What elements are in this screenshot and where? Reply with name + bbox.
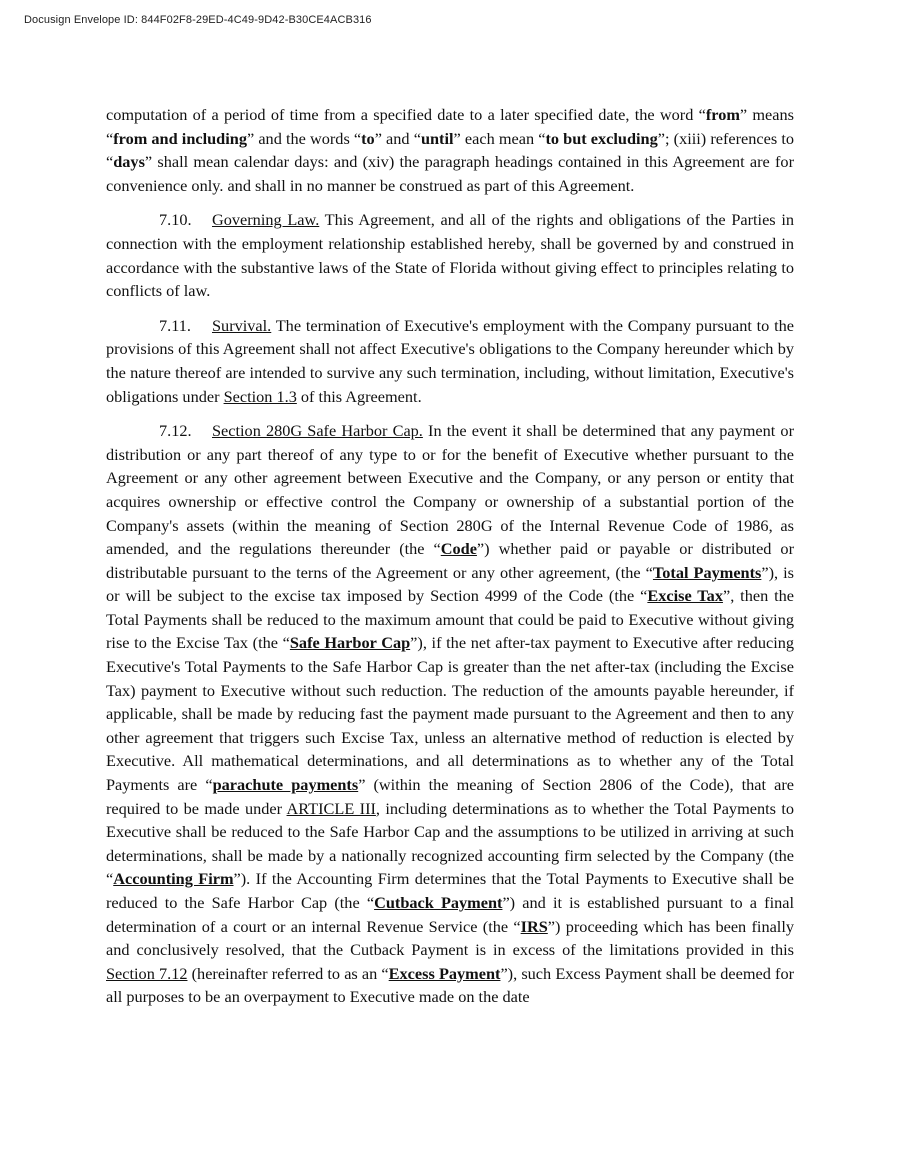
cross-reference-article-iii: ARTICLE III bbox=[286, 798, 376, 818]
defined-term-total-payments: Total Payments bbox=[652, 562, 762, 582]
section-number: 7.12. bbox=[159, 421, 192, 441]
defined-term: days bbox=[113, 152, 145, 172]
intro-text: ” shall mean calendar days: and (xiv) the paragraph headings contained in this Agreement are for convenience only. and shall in no manner be construed as part of this Agreement. bbox=[106, 152, 794, 195]
defined-term-parachute-payments: parachute payments bbox=[212, 775, 359, 795]
defined-term: until bbox=[420, 128, 454, 148]
section-text: ”) proceeding which has been finally and conclusively resolved, that the Cutback Payment is in excess of the limitations provided in this bbox=[106, 916, 794, 960]
section-text: This Agreement, and all of the rights and obligations of the Parties in connection with the employment relationship established hereby, shall be governed by and construed in accordance with the substantive laws of the State of Florida without giving effect to principles relating to conflicts of law. bbox=[106, 210, 794, 301]
section-text: ”) whether paid or payable or distributed or distributable pursuant to the terns of the Agreement or any other agreement, (the “ bbox=[106, 539, 794, 582]
section-text: ”), such Excess Payment shall be deemed for all purposes to be an overpayment to Executive made on the date bbox=[106, 963, 795, 1007]
section-text: of this Agreement. bbox=[296, 386, 422, 406]
envelope-id: Docusign Envelope ID: 844F02F8-29ED-4C49-9D42-B30CE4ACB316 bbox=[24, 14, 372, 26]
section-number: 7.10. bbox=[159, 210, 192, 230]
defined-term: to bbox=[361, 128, 375, 148]
section-text: The termination of Executive's employment with the Company pursuant to the provisions of this Agreement shall not affect Executive's obligations to the Company hereunder which by the nature thereof are intended to survive any such termination, including, without limitation, Executive's obligations under bbox=[106, 315, 794, 406]
intro-text: ” means “ bbox=[106, 105, 794, 148]
section-text: , including determinations as to whether the Total Payments to Executive shall be reduced to the Safe Harbor Cap and the assumptions to be utilized in arriving at such determinations, shall be made by a nationally recognized accounting firm selected by the Company (the “ bbox=[106, 798, 794, 889]
intro-text: ”; (xiii) references to “ bbox=[106, 128, 794, 172]
cross-reference-section-7-12: Section 7.12 bbox=[106, 963, 188, 983]
cross-reference: Section 1.3 bbox=[223, 386, 297, 406]
intro-text: computation of a period of time from a specified date to a later specified date, the word “ bbox=[106, 105, 706, 124]
defined-term: from bbox=[705, 105, 740, 124]
section-text: ”), is or will be subject to the excise tax imposed by Section 4999 of the Code (the “ bbox=[106, 562, 794, 606]
section-text: (hereinafter referred to as an “ bbox=[187, 963, 389, 983]
intro-text: ” each mean “ bbox=[453, 128, 546, 148]
document-body bbox=[106, 103, 794, 1020]
section-text: ” (within the meaning of Section 2806 of the Code), that are required to be made under bbox=[106, 775, 794, 818]
intro-paragraph bbox=[106, 103, 794, 197]
intro-text: ” and the words “ bbox=[246, 128, 362, 148]
intro-text: ” and “ bbox=[374, 128, 421, 148]
defined-term-irs: IRS bbox=[520, 916, 548, 936]
defined-term: to but excluding bbox=[545, 128, 658, 148]
section-7-10 bbox=[106, 208, 794, 302]
defined-term-safe-harbor-cap: Safe Harbor Cap bbox=[289, 633, 411, 653]
section-text: ”). If the Accounting Firm determines that the Total Payments to Executive shall be reduced to the Safe Harbor Cap (the “ bbox=[106, 869, 794, 912]
section-heading: Survival. bbox=[212, 315, 272, 335]
section-heading: Section 280G Safe Harbor Cap. bbox=[212, 421, 423, 441]
defined-term-accounting-firm: Accounting Firm bbox=[113, 869, 234, 889]
section-7-11 bbox=[106, 314, 794, 408]
section-number: 7.11. bbox=[159, 315, 191, 335]
section-text: ”, then the Total Payments shall be reduced to the maximum amount that could be paid to Executive without giving rise to the Excise Tax (the “ bbox=[106, 586, 795, 653]
section-text: In the event it shall be determined that any payment or distribution or any part thereof of any type to or for the benefit of Executive whether pursuant to the Agreement or any other agreement between Executive and the Company, or any person or entity that acquires ownership or effective control the Company or ownership of a substantial portion of the Company's assets (within the meaning of Section 280G of the Internal Revenue Code of 1986, as amended, and the regulations thereunder (the “ bbox=[106, 421, 794, 559]
section-heading: Governing Law. bbox=[212, 210, 320, 230]
defined-term: from and including bbox=[113, 128, 247, 148]
defined-term-excise-tax: Excise Tax bbox=[647, 586, 723, 606]
defined-term-cutback-payment: Cutback Payment bbox=[374, 893, 503, 912]
section-text: ”) and it is established pursuant to a final determination of a court or an internal Revenue Service (the “ bbox=[106, 893, 795, 936]
defined-term-code: Code bbox=[440, 539, 477, 559]
defined-term-excess-payment: Excess Payment bbox=[388, 963, 501, 983]
section-text: ”), if the net after-tax payment to Executive after reducing Executive's Total Payments to the Safe Harbor Cap is greater than the net after-tax (including the Excise Tax) payment to Executive without such reduction. The reduction of the amounts payable hereunder, if applicable, shall be made by reducing fast the payment made pursuant to the Agreement and then to any other agreement that triggers such Excise Tax, unless an alternative method of reduction is elected by Executive. All mathematical determinations, and all determinations as to whether any of the Total Payments are “ bbox=[106, 633, 794, 795]
section-7-12 bbox=[106, 419, 794, 1009]
